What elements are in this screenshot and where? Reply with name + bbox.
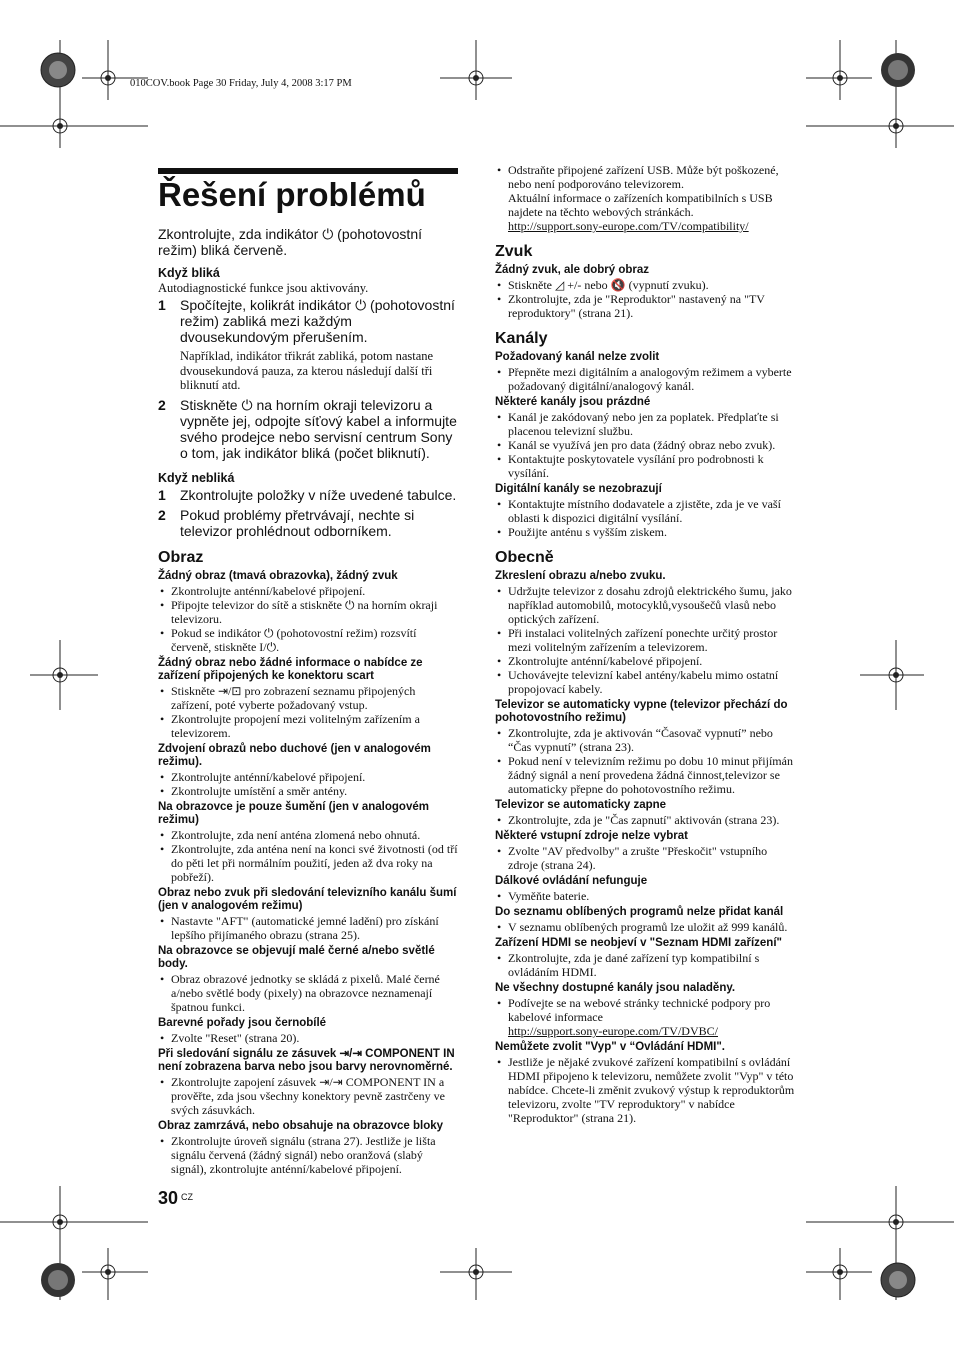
solution-list bbox=[495, 365, 795, 393]
list-item: • Zkontrolujte, zda není anténa zlomená nebo ohnutá. bbox=[158, 828, 458, 842]
list-item: • Přepněte mezi digitálním a analogovým režimem a vyberte požadovaný digitální/analogový kanál. bbox=[495, 365, 795, 393]
list-item: • Zkontrolujte, zda je dané zařízení typ kompatibilní s ovládáním HDMI. bbox=[495, 951, 795, 979]
zvuk-groups bbox=[495, 264, 795, 320]
list-item: • Vyměňte baterie. bbox=[495, 889, 795, 903]
problem-heading: Zkreslení obrazu a/nebo zvuku. bbox=[495, 570, 666, 582]
step-text: Spočítejte, kolikrát indikátor ⏻ (pohotovostní režim) zabliká mezi každým dvousekundovým přerušením. bbox=[180, 297, 455, 345]
obecne-groups bbox=[495, 570, 795, 1125]
list-item: • Nastavte "AFT" (automatické jemné ladění) pro získání lepšího přijímaného obrazu (strana 25). bbox=[158, 914, 458, 942]
solution-list bbox=[495, 584, 795, 696]
step-number: 1 bbox=[158, 297, 166, 313]
left-column bbox=[158, 226, 458, 1176]
list-item: • Zkontrolujte umístění a směr antény. bbox=[158, 784, 458, 798]
solution-list bbox=[158, 972, 458, 1014]
usb-info: Aktuální informace o zařízeních kompatibilních s USB najdete na těchto webových stránkách. bbox=[508, 191, 773, 219]
list-item: • Kanál je zakódovaný nebo jen za poplatek. Předplaťte si placenou televizní službu. bbox=[495, 410, 795, 438]
problem-heading: Žádný obraz nebo žádné informace o nabídce ze zařízení připojených ke konektoru scart bbox=[158, 656, 423, 682]
problem-heading: Některé kanály jsou prázdné bbox=[495, 396, 651, 408]
kanaly-groups bbox=[495, 351, 795, 539]
list-item: • Zkontrolujte anténní/kabelové připojení. bbox=[495, 654, 795, 668]
section-heading-obraz: Obraz bbox=[158, 548, 204, 566]
step-1-note: Například, indikátor třikrát zabliká, potom nastane dvousekundová pauza, za kterou následují další tři bliknutí atd. bbox=[180, 349, 434, 392]
not-blink-step-1 bbox=[158, 487, 458, 503]
intro-text: Zkontrolujte, zda indikátor ⏻ (pohotovostní režim) bliká červeně. bbox=[158, 226, 422, 258]
obraz-groups bbox=[158, 570, 458, 1176]
list-item: • Pokud se indikátor ⏻ (pohotovostní režim) rozsvítí červeně, stiskněte I/⏻. bbox=[158, 626, 458, 654]
list-item: • Obraz obrazové jednotky se skládá z pixelů. Malé černé a/nebo světlé body (pixely) na obrazovce neznamenají špatnou funkci. bbox=[158, 972, 458, 1014]
step-number: 1 bbox=[158, 486, 166, 503]
usb-list bbox=[495, 163, 795, 191]
solution-list bbox=[158, 1134, 458, 1176]
title-rule bbox=[158, 168, 458, 174]
list-item: • Zkontrolujte, zda anténa není na konci své životnosti (od tří do pěti let při normálním použití, jeden až dva roky na pobřeží). bbox=[158, 842, 458, 884]
problem-heading: Obraz zamrzává, nebo obsahuje na obrazovce bloky bbox=[158, 1119, 444, 1132]
step-2 bbox=[158, 397, 458, 461]
problem-heading: Do seznamu oblíbených programů nelze přidat kanál bbox=[495, 906, 784, 918]
list-item: • Zvolte "Reset" (strana 20). bbox=[158, 1031, 458, 1045]
problem-heading: Na obrazovce se objevují malé černé a/nebo světlé body. bbox=[158, 944, 435, 970]
step-text: Stiskněte ⏻ na horním okraji televizoru a vypněte jej, odpojte síťový kabel a informujte svého prodejce nebo servisní centrum Sony o tom, jak indikátor bliká (počet bliknutí). bbox=[180, 396, 457, 461]
list-item: • Zkontrolujte anténní/kabelové připojení. bbox=[158, 584, 458, 598]
solution-list bbox=[158, 914, 458, 942]
not-blink-heading: Když nebliká bbox=[158, 470, 235, 485]
blinks-text: Autodiagnostické funkce jsou aktivovány. bbox=[158, 281, 369, 295]
problem-heading: Žádný obraz (tmavá obrazovka), žádný zvuk bbox=[158, 569, 398, 582]
page-title: Řešení problémů bbox=[158, 176, 426, 213]
list-item: • Pokud není v televizním režimu po dobu 10 minut přijímán žádný signál a není provedena žádná činnost,televizor se automaticky přepne do pohotovostního režimu. bbox=[495, 754, 795, 796]
page-number-value: 30 bbox=[158, 1188, 179, 1208]
problem-heading: Některé vstupní zdroje nelze vybrat bbox=[495, 830, 689, 842]
list-item: • Udržujte televizor z dosahu zdrojů elektrického šumu, jako například automobilů, motocyklů,vysoušečů vlasů nebo optických zařízení. bbox=[495, 584, 795, 626]
list-item: • Při instalaci volitelných zařízení ponechte určitý prostor mezi volitelným zařízením a televizorem. bbox=[495, 626, 795, 654]
problem-heading: Zařízení HDMI se neobjeví v "Seznam HDMI zařízení" bbox=[495, 937, 782, 949]
solution-list bbox=[158, 1031, 458, 1045]
file-info-header: 010COV.book Page 30 Friday, July 4, 2008 3:17 PM bbox=[130, 78, 352, 89]
problem-heading: Žádný zvuk, ale dobrý obraz bbox=[495, 264, 650, 276]
step-number: 2 bbox=[158, 396, 166, 413]
page-number bbox=[158, 1188, 193, 1209]
blinks-heading: Když bliká bbox=[158, 266, 220, 280]
support-link[interactable]: http://support.sony-europe.com/TV/DVBC/ bbox=[508, 1024, 718, 1038]
problem-heading: Při sledování signálu ze zásuvek ⇥/⇥ COMPONENT IN není zobrazena barva nebo jsou barvy nerovnoměrné. bbox=[158, 1047, 455, 1073]
list-item: • Odstraňte připojené zařízení USB. Může být poškozené, nebo není podporováno televizorem. bbox=[495, 163, 795, 191]
solution-list bbox=[495, 497, 795, 539]
list-item: • Kanál se využívá jen pro data (žádný obraz nebo zvuk). bbox=[495, 438, 795, 452]
list-item: • Podívejte se na webové stránky technické podpory pro kabelové informace bbox=[495, 996, 795, 1024]
language-code: CZ bbox=[181, 1192, 194, 1202]
problem-heading: Ne všechny dostupné kanály jsou naladěny. bbox=[495, 982, 736, 994]
solution-list bbox=[495, 1055, 795, 1125]
list-item: • Zkontrolujte anténní/kabelové připojení. bbox=[158, 770, 458, 784]
solution-list bbox=[495, 996, 795, 1024]
list-item: • Zkontrolujte, zda je "Čas zapnutí" aktivován (strana 23). bbox=[495, 813, 795, 827]
list-item: • Zkontrolujte, zda je aktivován “Časovač vypnutí” nebo “Čas vypnutí” (strana 23). bbox=[495, 726, 795, 754]
step-1 bbox=[158, 297, 458, 345]
solution-list bbox=[495, 889, 795, 903]
solution-list bbox=[495, 410, 795, 480]
step-text: Pokud problémy přetrvávají, nechte si televizor prohlédnout odborníkem. bbox=[180, 506, 415, 539]
solution-list bbox=[495, 278, 795, 320]
problem-heading: Na obrazovce je pouze šumění (jen v analogovém režimu) bbox=[158, 800, 429, 826]
section-heading-kanaly: Kanály bbox=[495, 330, 548, 347]
right-column bbox=[495, 163, 795, 1125]
solution-list bbox=[495, 920, 795, 934]
solution-list bbox=[158, 770, 458, 798]
usb-link[interactable]: http://support.sony-europe.com/TV/compatibility/ bbox=[508, 219, 749, 233]
list-item: • V seznamu oblíbených programů lze uložit až 999 kanálů. bbox=[495, 920, 795, 934]
not-blink-step-2 bbox=[158, 507, 458, 539]
problem-heading: Požadovaný kanál nelze zvolit bbox=[495, 351, 660, 363]
list-item: • Zvolte "AV předvolby" a zrušte "Přeskočit" vstupního zdroje (strana 24). bbox=[495, 844, 795, 872]
problem-heading: Barevné pořady jsou černobílé bbox=[158, 1016, 327, 1029]
solution-list bbox=[158, 584, 458, 654]
problem-heading: Nemůžete zvolit "Vyp" v “Ovládání HDMI". bbox=[495, 1041, 726, 1053]
solution-list bbox=[495, 813, 795, 827]
problem-heading: Dálkové ovládání nefunguje bbox=[495, 875, 648, 887]
solution-list bbox=[495, 726, 795, 796]
section-heading-obecne: Obecně bbox=[495, 549, 554, 566]
problem-heading: Televizor se automaticky vypne (televizor přechází do pohotovostního režimu) bbox=[495, 699, 788, 724]
solution-list bbox=[158, 684, 458, 740]
list-item: • Použijte anténu s vyšším ziskem. bbox=[495, 525, 795, 539]
list-item: • Zkontrolujte, zda je "Reproduktor" nastavený na "TV reproduktory" (strana 21). bbox=[495, 292, 795, 320]
step-number: 2 bbox=[158, 506, 166, 523]
step-text: Zkontrolujte položky v níže uvedené tabulce. bbox=[180, 486, 457, 503]
solution-list bbox=[495, 844, 795, 872]
list-item: • Jestliže je nějaké zvukové zařízení kompatibilní s ovládání HDMI připojeno k televizoru, nemůžete zvolit "Vyp" v této nabídce. Chcete-li změnit zvukový výstup k reproduktorům televizoru, zvolte "TV reproduktory" v nabídce "Reproduktor" (strana 21). bbox=[495, 1055, 795, 1125]
list-item: • Kontaktujte místního dodavatele a zjistěte, zda je ve vaší oblasti k dispozici digitální vysílání. bbox=[495, 497, 795, 525]
problem-heading: Digitální kanály se nezobrazují bbox=[495, 483, 662, 495]
list-item: • Připojte televizor do sítě a stiskněte ⏻ na horním okraji televizoru. bbox=[158, 598, 458, 626]
list-item: • Stiskněte ⇥/⊡ pro zobrazení seznamu připojených zařízení, poté vyberte požadovaný vstup. bbox=[158, 684, 458, 712]
solution-list bbox=[495, 951, 795, 979]
solution-list bbox=[158, 828, 458, 884]
list-item: • Stiskněte ◿ +/- nebo 🔇 (vypnutí zvuku). bbox=[495, 278, 795, 292]
problem-heading: Obraz nebo zvuk při sledování televizního kanálu šumí (jen v analogovém režimu) bbox=[158, 886, 457, 912]
problem-heading: Zdvojení obrazů nebo duchové (jen v analogovém režimu). bbox=[158, 742, 431, 768]
list-item: • Uchovávejte televizní kabel antény/kabelu mimo ostatní propojovací kabely. bbox=[495, 668, 795, 696]
list-item: • Kontaktujte poskytovatele vysílání pro podrobnosti k vysílání. bbox=[495, 452, 795, 480]
problem-heading: Televizor se automaticky zapne bbox=[495, 799, 667, 811]
list-item: • Zkontrolujte zapojení zásuvek ⇥/⇥ COMPONENT IN a prověřte, zda jsou všechny konektory pevně zastrčeny ve svých zásuvkách. bbox=[158, 1075, 458, 1117]
list-item: • Zkontrolujte úroveň signálu (strana 27). Jestliže je lišta signálu červená (žádný signál) nebo oranžová (slabý signál), zkontrolujte anténní/kabelové připojení. bbox=[158, 1134, 458, 1176]
section-heading-zvuk: Zvuk bbox=[495, 243, 533, 260]
list-item: • Zkontrolujte propojení mezi volitelným zařízením a televizorem. bbox=[158, 712, 458, 740]
solution-list bbox=[158, 1075, 458, 1117]
